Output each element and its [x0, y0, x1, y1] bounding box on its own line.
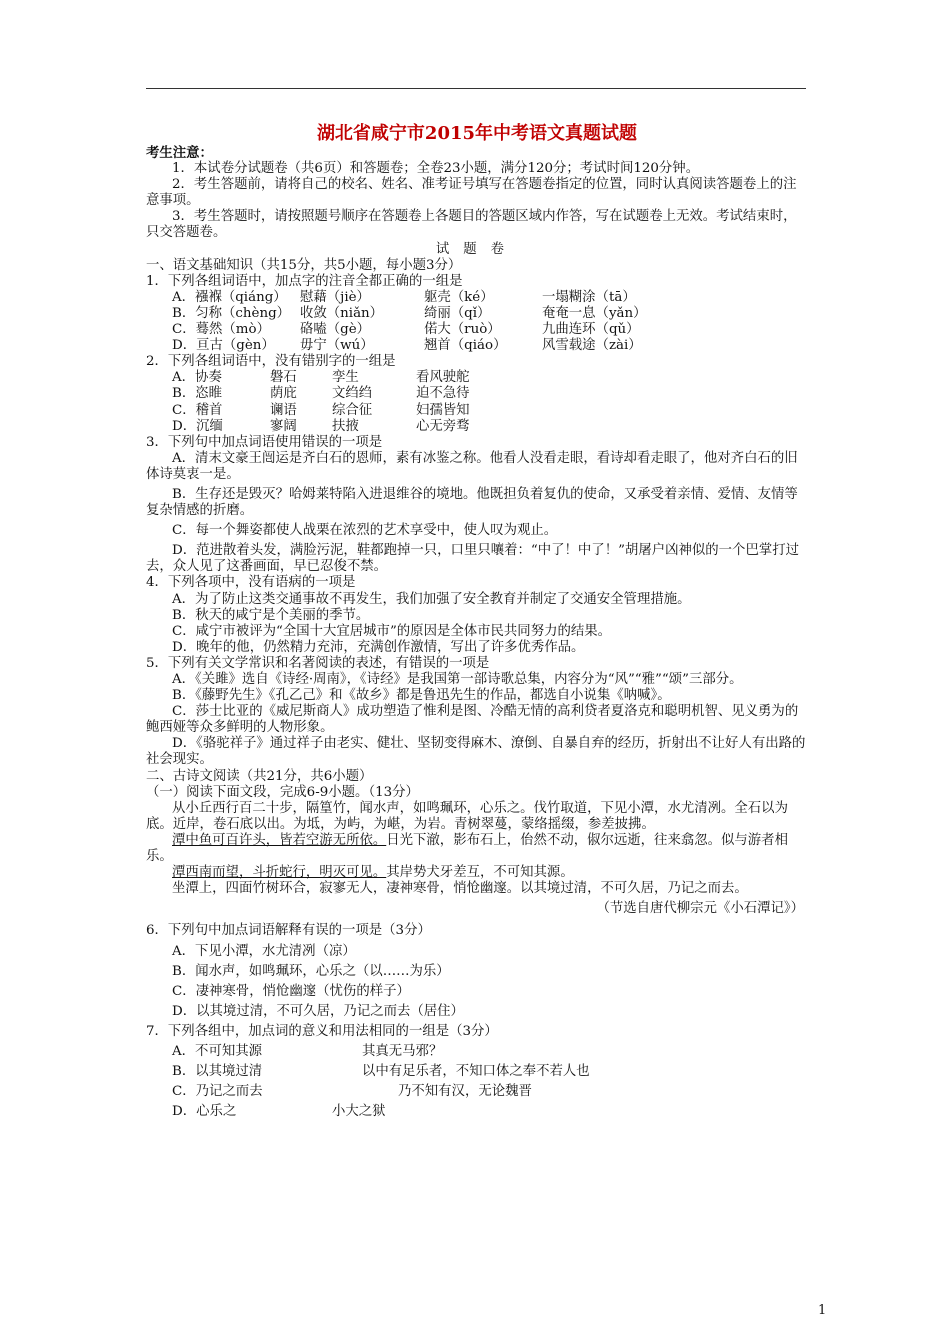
notice-item: 1．本试卷分试题卷（共6页）和答题卷；全卷23小题，满分120分；考试时间120分钟。 — [172, 161, 700, 177]
passage-paragraph: 从小丘西行百二十步，隔篁竹，闻水声，如鸣珮环，心乐之。伐竹取道，下见小潭，水尤清冽。全石以为底。近岸，卷石底以出。为坻，为屿，为嵁，为岩。青树翠蔓，蒙络摇缀，参差披拂。 — [146, 800, 788, 832]
question-7-option: D．心乐之 小大之狱 — [172, 1104, 386, 1120]
question-1-option: B．匀称（chèng） 收敛（niǎn） 绮丽（qǐ） 奄奄一息（yǎn） — [172, 305, 647, 321]
question-2-stem: 2．下列各组词语中，没有错别字的一组是 — [146, 354, 396, 370]
exam-subtitle: 试题卷 — [435, 241, 519, 257]
question-5-option: C．莎士比亚的《威尼斯商人》成功塑造了惟利是图、冷酷无情的高利贷者夏洛克和聪明机智、见义勇为的鲍西娅等众多鲜明的人物形象。 — [146, 704, 799, 736]
question-2-option: B．恣睢 荫庇 文绉绉 迫不急待 — [172, 386, 470, 402]
question-4-option: C．咸宁市被评为“全国十大宜居城市”的原因是全体市民共同努力的结果。 — [172, 623, 612, 639]
question-5-stem: 5．下列有关文学常识和名著阅读的表述，有错误的一项是 — [146, 655, 490, 671]
question-6-option: D．以其境过清，不可久居，乃记之而去（居住） — [172, 1003, 464, 1019]
page-title: 湖北省咸宁市2015年中考语文真题试题 — [316, 123, 638, 144]
question-7-option: C．乃记之而去 乃不知有汉，无论魏晋 — [172, 1084, 532, 1100]
question-7-stem: 7．下列各组中，加点词的意义和用法相同的一组是（3分） — [146, 1023, 498, 1039]
question-6-option: A．下见小潭，水尤清冽（凉） — [172, 943, 356, 959]
question-5-option: D．《骆驼祥子》通过祥子由老实、健壮、坚韧变得麻木、潦倒、自暴自弃的经历，折射出不让好人有出路的社会现实。 — [146, 736, 806, 768]
header-rule — [146, 88, 806, 89]
question-1-option: C．蓦然（mò） 硌嗑（gè） 偌大（ruò） 九曲连环（qǔ） — [172, 322, 640, 338]
underlined-sentence: 潭中鱼可百许头，皆若空游无所依。 — [172, 832, 387, 848]
passage-paragraph: 潭中鱼可百许头，皆若空游无所依。日光下澈，影布石上，佁然不动，俶尔远逝，往来翕忽。似与游者相乐。 — [146, 832, 788, 865]
question-2-option: D．沉缅 寥阔 扶掖 心无旁骛 — [172, 418, 470, 434]
passage-paragraph: 坐潭上，四面竹树环合，寂寥无人，凄神寒骨，悄怆幽邃。以其境过清，不可久居，乃记之而去。 — [172, 881, 748, 897]
question-3-option: A．清末文豪王闿运是齐白石的恩师，素有冰鉴之称。他看人没看走眼，看诗却看走眼了，他对齐白石的旧体诗莫衷一是。 — [146, 450, 798, 482]
question-3-option: C．每一个舞姿都使人战栗在浓烈的艺术享受中，使人叹为观止。 — [172, 523, 558, 539]
subsection-heading: （一）阅读下面文段，完成6-9小题。（13分） — [146, 784, 419, 800]
question-4-option: B．秋天的咸宁是个美丽的季节。 — [172, 607, 370, 623]
page-number: 1 — [818, 1303, 827, 1318]
exam-page — [146, 123, 808, 1120]
question-4-stem: 4．下列各项中，没有语病的一项是 — [146, 575, 356, 591]
question-1-option: A．襁褓（qiáng） 慰藉（jiè） 躯壳（ké） 一塌糊涂（tā） — [172, 289, 636, 305]
section-heading-2: 二、古诗文阅读（共21分，共6小题） — [146, 768, 373, 784]
question-4-option: D．晚年的他，仍然精力充沛，充满创作激情，写出了许多优秀作品。 — [172, 639, 585, 655]
question-1-stem: 1．下列各组词语中，加点字的注音全都正确的一组是 — [146, 273, 463, 289]
question-2-option: A．协奏 磐石 孪生 看风驶舵 — [172, 370, 470, 386]
question-7-option: A．不可知其源 其真无马邪？ — [172, 1043, 443, 1059]
passage-source: （节选自唐代柳宗元《小石潭记》） — [596, 901, 804, 917]
question-6-stem: 6．下列句中加点词语解释有误的一项是（3分） — [146, 923, 431, 939]
question-6-option: C．凄神寒骨，悄怆幽邃（忧伤的样子） — [172, 983, 410, 999]
section-heading-1: 一、语文基础知识（共15分，共5小题，每小题3分） — [146, 257, 462, 273]
question-1-option: D．亘古（gèn） 毋宁（wú） 翘首（qiáo） 风雪载途（zài） — [172, 338, 642, 354]
question-3-stem: 3．下列句中加点词语使用错误的一项是 — [146, 434, 383, 450]
question-3-option: B．生存还是毁灭？哈姆莱特陷入进退维谷的境地。他既担负着复仇的使命，又承受着亲情、爱情、友情等复杂情感的折磨。 — [146, 486, 798, 519]
passage-paragraph: 潭西南而望，斗折蛇行，明灭可见。其岸势犬牙差互，不可知其源。 — [172, 865, 574, 881]
question-3-option: D．范进散着头发，满脸污泥，鞋都跑掉一只，口里只嚷着：“中了！中了！”胡屠户凶神似的一个巴掌打过去，众人见了这番画面，早已忍俊不禁。 — [146, 543, 800, 575]
notice-heading: 考生注意： — [146, 145, 213, 161]
underlined-sentence: 潭西南而望，斗折蛇行，明灭可见。 — [172, 865, 387, 881]
question-7-option: B．以其境过清 以中有足乐者，不知口体之奉不若人也 — [172, 1064, 590, 1080]
question-2-option: C．稽首 谰语 综合征 妇孺皆知 — [172, 402, 470, 418]
notice-item: 3．考生答题时，请按照题号顺序在答题卷上各题目的答题区域内作答，写在试题卷上无效。考试结束时，只交答题卷。 — [146, 209, 797, 241]
question-5-option: B．《藤野先生》《孔乙己》和《故乡》都是鲁迅先生的作品，都选自小说集《呐喊》。 — [172, 688, 671, 704]
question-4-option: A．为了防止这类交通事故不再发生，我们加强了安全教育并制定了交通安全管理措施。 — [172, 591, 691, 607]
notice-item: 2．考生答题前，请将自己的校名、姓名、准考证号填写在答题卷指定的位置，同时认真阅读答题卷上的注意事项。 — [146, 177, 797, 209]
question-5-option: A．《关雎》选自《诗经·周南》，《诗经》是我国第一部诗歌总集，内容分为“风”“雅”“颂”三部分。 — [172, 672, 743, 687]
question-6-option: B．闻水声，如鸣珮环，心乐之（以……为乐） — [172, 963, 450, 979]
